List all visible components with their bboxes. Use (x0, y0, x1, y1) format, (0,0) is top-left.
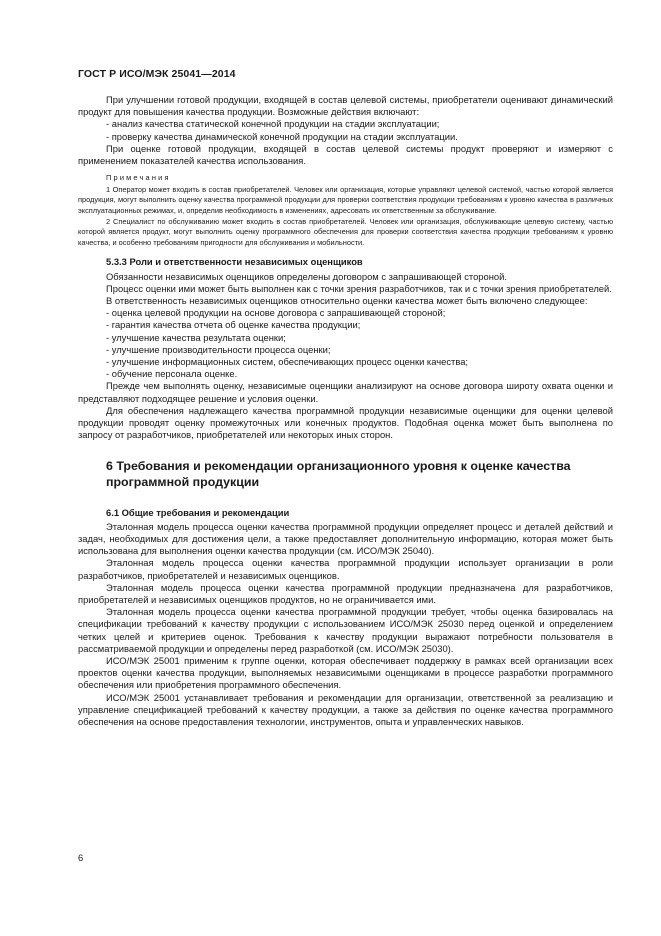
paragraph: Эталонная модель процесса оценки качества программной продукции предназначена для разработчиков, приобретателей и независимых оценщиков продуктов, но не ограничивается ими. (78, 581, 613, 606)
document-header: ГОСТ Р ИСО/МЭК 25041—2014 (78, 68, 236, 80)
paragraph: Эталонная модель процесса оценки качества программной продукции требует, чтобы оценка базировалась на спецификации требований к качеству продукции с использованием ИСО/МЭК 25030 перед оценкой и определением четких целей и критериев оценок. Требования к качеству продукции выражают потребности пользователя в рассматриваемой продукции и определены перед разработкой (см. ИСО/МЭК 25030). (78, 606, 613, 654)
section-6-1-heading: 6.1 Общие требования и рекомендации (106, 506, 290, 518)
section-5-3-3-heading: 5.3.3 Роли и ответственности независимых оценщиков (106, 256, 363, 268)
list-item: - гарантия качества отчета об оценке качества продукции; (106, 319, 361, 331)
notes-title: Примечания (106, 173, 171, 183)
list-item: - оценка целевой продукции на основе договора с запрашивающей стороной; (106, 307, 446, 319)
section-6-heading: 6 Требования и рекомендации организационного уровня к оценке качества программной продукции (106, 459, 571, 490)
notes-block (78, 173, 613, 248)
list-item: - улучшение производительности процесса оценки; (106, 343, 331, 355)
paragraph: При улучшении готовой продукции, входящей в состав целевой системы, приобретатели оценивают динамический продукт для повышения качества продукции. Возможные действия включают: (78, 94, 613, 118)
paragraph: В ответственность независимых оценщиков относительно оценки качества может быть включено следующее: (106, 294, 588, 306)
list-item: - анализ качества статической конечной продукции на стадии эксплуатации; (106, 118, 440, 130)
list-item: - обучение персонала оценке. (106, 368, 238, 380)
paragraph: Процесс оценки ими может быть выполнен как с точки зрения разработчиков, так и с точки зрения приобретателей. (106, 282, 612, 294)
paragraph: Обязанности независимых оценщиков определены договором с запрашивающей стороной. (106, 270, 507, 282)
list-item: - улучшение качества результата оценки; (106, 331, 286, 343)
paragraph: Для обеспечения надлежащего качества программной продукции независимые оценщики для оценки целевой продукции проводят оценку промежуточных или конечных продуктов. Подобная оценка может быть выполнена по запросу от разработчиков, приобретателей или некоторых иных сторон. (78, 404, 613, 441)
paragraph: ИСО/МЭК 25001 устанавливает требования и рекомендации для организации, ответственной за реализацию и управление спецификацией требований к качеству продукции, а также за действия по оценке качества программного обеспечения на основе предоставления технологии, инструментов, опыта и управленческих навыков. (78, 691, 613, 728)
list-item: - улучшение информационных систем, обеспечивающих процесс оценки качества; (106, 356, 469, 367)
paragraph: Эталонная модель процесса оценки качества программной продукции использует организации в роли разработчиков, приобретателей и независимых оценщиков. (78, 557, 613, 581)
paragraph: ИСО/МЭК 25001 применим к группе оценки, которая обеспечивает поддержку в рамках всей организации всех проектов оценки качества продукции, выполняемых независимыми оценщиками в процессе разработки программного обеспечения или приобретения программного обеспечения. (78, 655, 613, 691)
document-body (78, 94, 613, 728)
note-1: 1 Оператор может входить в состав приобретателей. Человек или организация, которые управляют целевой системой, частью которой является продукция, могут выполнить оценку качества программной продукции для проверки соответствия продукции требованиям к уровню качества в различных эксплуатационных режимах, и, определив необходимость в изменениях, адресовать их ответственным за обслуживание. (78, 184, 613, 215)
list-item: - проверку качества динамической конечной продукции на стадии эксплуатации. (106, 130, 458, 142)
note-2: 2 Специалист по обслуживанию может входить в состав приобретателей. Человек или организация, обслуживающие целевую систему, частью которой является продукт, могут выполнить оценку программного обеспечения для проверки соответствия качества продукции требованиям к уровню качества, и особенно требованиям пригодности для обслуживания и мобильности. (78, 216, 613, 247)
paragraph: Прежде чем выполнять оценку, независимые оценщики анализируют на основе договора широту охвата оценки и представляют подходящее решение и условия оценки. (78, 380, 613, 404)
paragraph: Эталонная модель процесса оценки качества программной продукции определяет процесс и деталей действий и задач, необходимых для достижения цели, а также предоставляет дополнительную информацию, которая может быть использована для выполнения оценки качества продукции (см. ИСО/МЭК 25040). (78, 520, 613, 557)
paragraph: При оценке готовой продукции, входящей в состав целевой системы продукт проверяют и измеряют с применением показателей качества использования. (78, 142, 613, 167)
page-number: 6 (78, 852, 84, 863)
